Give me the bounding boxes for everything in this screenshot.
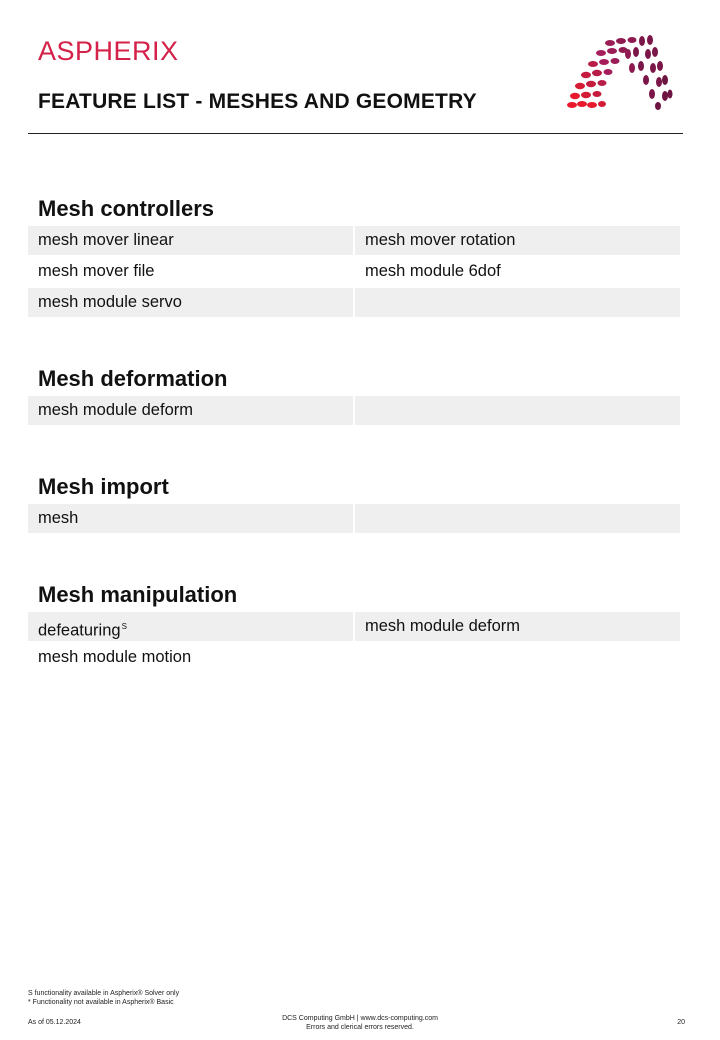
table-row <box>28 643 680 674</box>
table-row <box>28 226 680 257</box>
feature-cell: mesh <box>28 504 353 533</box>
section-title: Mesh manipulation <box>38 582 238 607</box>
section-mesh-deformation <box>28 362 680 427</box>
feature-cell: mesh module deform <box>355 612 680 641</box>
section-title: Mesh controllers <box>38 196 215 221</box>
section-mesh-import <box>28 470 680 535</box>
feature-cell: mesh mover linear <box>28 226 353 255</box>
section-title: Mesh import <box>38 474 169 499</box>
section-title: Mesh deformation <box>38 366 228 391</box>
footer-disclaimer: Errors and clerical errors reserved. <box>306 1024 414 1031</box>
table-row <box>28 288 680 319</box>
footnotes <box>28 989 179 1007</box>
footer-date: As of 05.12.2024 <box>28 1019 81 1026</box>
header-divider <box>28 133 683 134</box>
footnote-not-in-basic: * Functionality not available in Aspherix® Basic <box>28 999 174 1006</box>
feature-cell <box>355 288 680 317</box>
table-row <box>28 504 680 535</box>
page-number: 20 <box>677 1019 685 1026</box>
table-row <box>28 612 680 643</box>
brand-logo-text: ASPHERIX <box>38 36 179 66</box>
feature-cell <box>355 396 680 425</box>
table-row <box>28 396 680 427</box>
feature-cell <box>355 643 680 672</box>
table-row <box>28 257 680 288</box>
feature-cell: mesh module deform <box>28 396 353 425</box>
feature-cell <box>28 612 353 641</box>
footnote-solver-only: S functionality available in Aspherix® Solver only <box>28 990 180 997</box>
feature-cell: mesh module 6dof <box>365 262 501 280</box>
solver-only-marker: S <box>121 622 127 631</box>
section-mesh-manipulation <box>28 578 680 674</box>
feature-cell: mesh module servo <box>28 288 353 317</box>
page-title: FEATURE LIST - MESHES AND GEOMETRY <box>38 90 477 113</box>
feature-label: defeaturing <box>38 621 121 640</box>
footer-company <box>210 1014 510 1032</box>
feature-cell: mesh mover file <box>38 262 155 280</box>
feature-cell <box>355 504 680 533</box>
feature-cell: mesh module motion <box>38 648 192 666</box>
footer-company-line: DCS Computing GmbH | www.dcs-computing.com <box>282 1015 438 1022</box>
brand-logo-icon <box>562 32 674 114</box>
feature-cell: mesh mover rotation <box>355 226 680 255</box>
section-mesh-controllers <box>28 192 680 319</box>
